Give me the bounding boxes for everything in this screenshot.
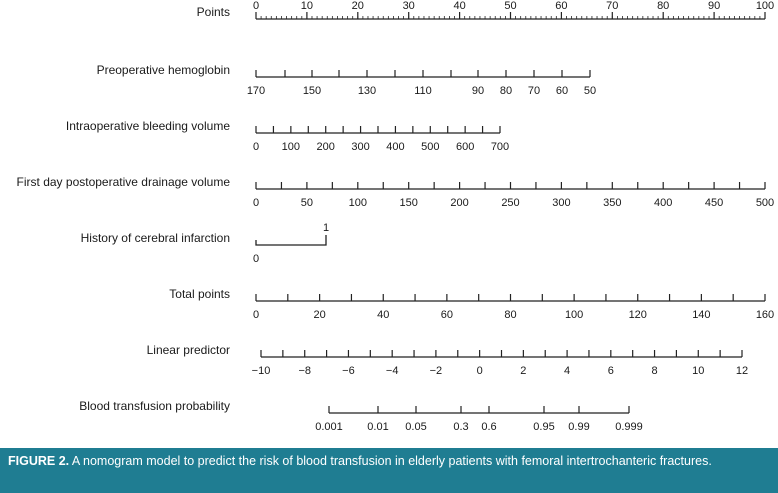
- tick-label-points: 40: [453, 0, 466, 12]
- tick-label-points: 100: [755, 0, 775, 12]
- tick-label-intraoperative-bleeding-volume: 200: [316, 141, 335, 153]
- row-label-preoperative-hemoglobin: Preoperative hemoglobin: [96, 63, 230, 77]
- tick-label-linear-predictor: −2: [429, 365, 443, 377]
- tick-label-blood-transfusion-probability: 0.95: [533, 421, 555, 433]
- row-label-points: Points: [196, 5, 230, 19]
- tick-label-points: 20: [351, 0, 364, 12]
- tick-label-first-day-postoperative-drainage-volume: 0: [252, 197, 260, 209]
- tick-label-total-points: 120: [628, 309, 647, 321]
- tick-label-preoperative-hemoglobin: 50: [583, 85, 597, 97]
- row-label-history-of-cerebral-infarction: History of cerebral infarction: [80, 231, 230, 245]
- row-label-blood-transfusion-probability: Blood transfusion probability: [79, 399, 230, 413]
- tick-label-intraoperative-bleeding-volume: 100: [281, 141, 301, 153]
- tick-label-total-points: 0: [252, 309, 260, 321]
- tick-label-intraoperative-bleeding-volume: 500: [421, 141, 440, 153]
- tick-label-points: 10: [300, 0, 314, 12]
- tick-label-linear-predictor: 2: [520, 365, 527, 377]
- figure-caption: [0, 448, 778, 493]
- tick-label-intraoperative-bleeding-volume: 600: [455, 141, 475, 153]
- tick-label-linear-predictor: −4: [385, 365, 399, 377]
- tick-label-preoperative-hemoglobin: 110: [414, 85, 432, 97]
- tick-label-preoperative-hemoglobin: 70: [527, 85, 541, 97]
- tick-label-first-day-postoperative-drainage-volume: 100: [348, 197, 367, 209]
- tick-label-first-day-postoperative-drainage-volume: 200: [450, 197, 469, 209]
- tick-label-total-points: 160: [755, 309, 775, 321]
- tick-label-preoperative-hemoglobin: 60: [555, 85, 569, 97]
- tick-label-blood-transfusion-probability: 0.3: [453, 421, 469, 433]
- row-label-first-day-postoperative-drainage-volume: First day postoperative drainage volume: [16, 175, 230, 189]
- tick-label-blood-transfusion-probability: 0.001: [315, 421, 343, 433]
- tick-label-total-points: 80: [504, 309, 517, 321]
- tick-label-blood-transfusion-probability: 0.999: [615, 421, 643, 433]
- row-label-intraoperative-bleeding-volume: Intraoperative bleeding volume: [65, 119, 230, 133]
- tick-label-intraoperative-bleeding-volume: 300: [351, 141, 370, 153]
- tick-label-first-day-postoperative-drainage-volume: 150: [399, 197, 418, 209]
- tick-label-blood-transfusion-probability: 0.05: [405, 421, 427, 433]
- tick-label-linear-predictor: −8: [298, 365, 312, 377]
- tick-label-preoperative-hemoglobin: 90: [471, 85, 485, 97]
- tick-label-linear-predictor: 0: [476, 365, 483, 377]
- tick-label-points: 80: [657, 0, 670, 12]
- tick-label-linear-predictor: −10: [251, 365, 271, 377]
- tick-label-first-day-postoperative-drainage-volume: 450: [704, 197, 724, 209]
- tick-label-first-day-postoperative-drainage-volume: 250: [501, 197, 520, 209]
- tick-label-total-points: 20: [313, 309, 326, 321]
- tick-label-first-day-postoperative-drainage-volume: 300: [552, 197, 571, 209]
- tick-label-preoperative-hemoglobin: 80: [499, 85, 513, 97]
- tick-label-linear-predictor: 10: [692, 365, 705, 377]
- tick-label-total-points: 100: [564, 309, 584, 321]
- tick-label-points: 50: [504, 0, 517, 12]
- tick-label-intraoperative-bleeding-volume: 700: [490, 141, 510, 153]
- tick-label-linear-predictor: 8: [651, 365, 658, 377]
- tick-label-blood-transfusion-probability: 0.01: [367, 421, 389, 433]
- tick-label-first-day-postoperative-drainage-volume: 50: [300, 197, 314, 209]
- tick-label-linear-predictor: 6: [607, 365, 614, 377]
- tick-label-first-day-postoperative-drainage-volume: 400: [654, 197, 673, 209]
- axis-line-history-of-cerebral-infarction: [256, 235, 326, 245]
- tick-label-preoperative-hemoglobin: 150: [302, 85, 322, 97]
- tick-label-preoperative-hemoglobin: 170: [246, 85, 266, 97]
- row-label-linear-predictor: Linear predictor: [146, 343, 230, 357]
- tick-label-first-day-postoperative-drainage-volume: 350: [603, 197, 622, 209]
- tick-label-total-points: 60: [440, 309, 453, 321]
- tick-label-points: 0: [252, 0, 260, 12]
- tick-label-points: 60: [555, 0, 568, 12]
- tick-label-blood-transfusion-probability: 0.6: [481, 421, 497, 433]
- tick-label-history-of-cerebral-infarction: 0: [252, 253, 260, 265]
- tick-label-intraoperative-bleeding-volume: 400: [386, 141, 405, 153]
- tick-label-linear-predictor: 4: [564, 365, 571, 377]
- caption-text: A nomogram model to predict the risk of blood transfusion in elderly patients with femoral intertrochanteric fractures.: [69, 454, 712, 468]
- caption-prefix: FIGURE 2.: [8, 454, 70, 468]
- tick-label-points: 30: [402, 0, 415, 12]
- row-label-total-points: Total points: [169, 287, 230, 301]
- tick-label-linear-predictor: −6: [342, 365, 355, 377]
- tick-label-intraoperative-bleeding-volume: 0: [252, 141, 260, 153]
- tick-label-history-of-cerebral-infarction: 1: [322, 222, 330, 234]
- tick-label-preoperative-hemoglobin: 130: [357, 85, 377, 97]
- tick-label-first-day-postoperative-drainage-volume: 500: [755, 197, 775, 209]
- tick-label-points: 90: [707, 0, 721, 12]
- tick-label-linear-predictor: 12: [735, 365, 749, 377]
- tick-label-blood-transfusion-probability: 0.99: [568, 421, 590, 433]
- tick-label-points: 70: [606, 0, 619, 12]
- tick-label-total-points: 140: [692, 309, 711, 321]
- tick-label-total-points: 40: [377, 309, 390, 321]
